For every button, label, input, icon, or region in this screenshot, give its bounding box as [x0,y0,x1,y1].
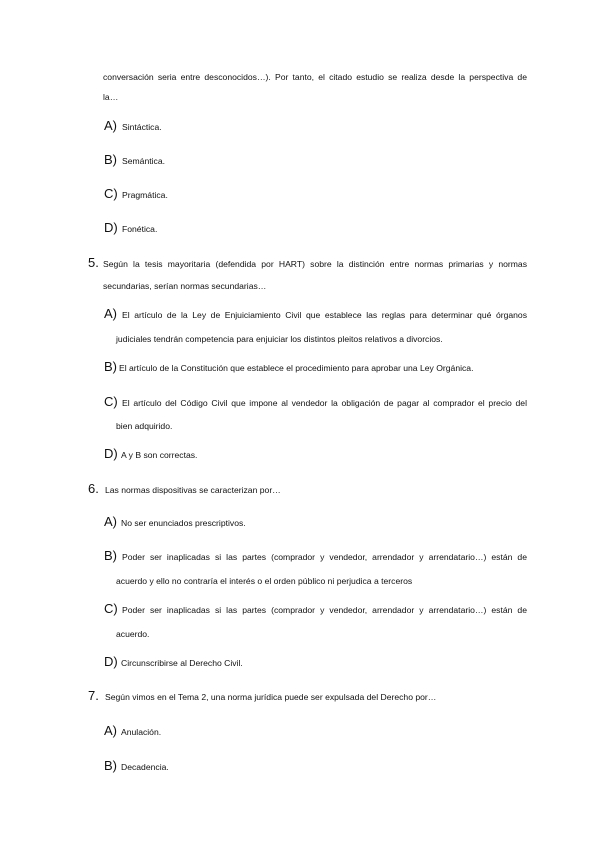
q6-option-b-line-1: Poder ser inaplicadas si las partes (comprador y vendedor, arrendador y arrendatario…) están de [122,552,527,562]
q5-stem-line-2: secundarias, serían normas secundarias… [103,281,267,291]
q7-option-b-letter: B) [104,758,117,773]
q4-option-b-text: Semántica. [122,156,165,166]
q4-option-d-text: Fonética. [122,224,158,234]
q6-option-d-letter: D) [104,654,118,669]
q4-option-a-text: Sintáctica. [122,122,162,132]
q6-number: 6. [88,481,99,496]
q6-option-b-line-2: acuerdo y ello no contraría el interés o el orden público ni perjudica a terceros [116,576,413,586]
q7-option-a-letter: A) [104,723,117,738]
q6-option-b-letter: B) [104,548,117,563]
intro-line-1: conversación seria entre desconocidos…). Por tanto, el citado estudio se realiza desde la perspectiva de [103,72,527,82]
intro-line-2: la… [103,92,119,102]
q7-stem-line-1: Según vimos en el Tema 2, una norma jurídica puede ser expulsada del Derecho por… [105,692,437,702]
q4-option-b-letter: B) [104,152,117,167]
q7-number: 7. [88,688,99,703]
q6-option-a-line-1: No ser enunciados prescriptivos. [121,518,246,528]
q4-option-d-letter: D) [104,220,118,235]
q4-option-c-letter: C) [104,186,118,201]
q5-option-c-letter: C) [104,394,118,409]
q7-option-a-line-1: Anulación. [121,727,162,737]
q6-option-c-line-2: acuerdo. [116,629,150,639]
q5-stem-line-1: Según la tesis mayoritaria (defendida por HART) sobre la distinción entre normas primarias y normas [103,259,527,269]
q5-option-d-line-1: A y B son correctas. [121,450,198,460]
q6-option-c-letter: C) [104,601,118,616]
q5-option-c-line-2: bien adquirido. [116,421,173,431]
q5-option-a-letter: A) [104,306,117,321]
q4-option-c-text: Pragmática. [122,190,168,200]
q6-stem-line-1: Las normas dispositivas se caracterizan por… [105,485,281,495]
q5-option-a-line-1: El artículo de la Ley de Enjuiciamiento Civil que establece las reglas para determinar qué órganos [122,310,527,320]
q6-option-d-line-1: Circunscribirse al Derecho Civil. [121,658,243,668]
q4-option-a-letter: A) [104,118,117,133]
q5-option-b-letter: B) [104,359,117,374]
q5-option-c-line-1: El artículo del Código Civil que impone al vendedor la obligación de pagar al comprador el precio del [122,398,527,408]
q5-number: 5. [88,255,99,270]
q5-option-b-line-1: El artículo de la Constitución que establece el procedimiento para aprobar una Ley Orgánica. [119,363,474,373]
q6-option-c-line-1: Poder ser inaplicadas si las partes (comprador y vendedor, arrendador y arrendatario…) están de [122,605,527,615]
q5-option-d-letter: D) [104,446,118,461]
q6-option-a-letter: A) [104,514,117,529]
q7-option-b-line-1: Decadencia. [121,762,169,772]
q5-option-a-line-2: judiciales tendrán competencia para enjuiciar los distintos pleitos relativos a divorcios. [116,334,443,344]
